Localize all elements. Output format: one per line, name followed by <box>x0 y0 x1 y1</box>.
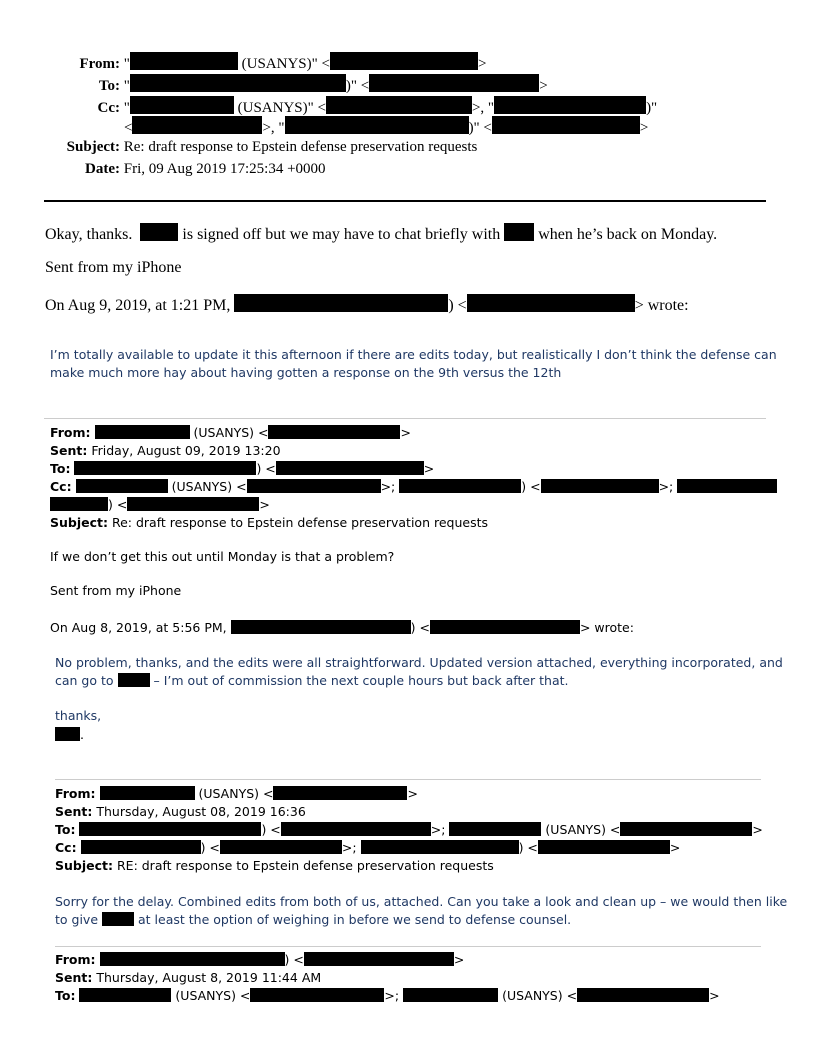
redaction <box>281 822 431 836</box>
redaction <box>79 822 261 836</box>
msg4-header <box>55 951 720 1005</box>
redaction <box>132 116 262 134</box>
redaction <box>127 497 259 511</box>
msg4-to-row: To: (USANYS) < >; (USANYS) < > <box>55 988 720 1003</box>
redaction <box>81 840 201 854</box>
header-from-row: From: " (USANYS)" < > <box>40 52 486 75</box>
redaction <box>273 786 407 800</box>
redaction <box>361 840 519 854</box>
redaction <box>268 425 400 439</box>
redaction <box>430 620 580 634</box>
redaction <box>449 822 541 836</box>
redaction <box>330 52 478 70</box>
redaction <box>130 96 234 114</box>
msg2-subject-row: Subject: Re: draft response to Epstein defense preservation requests <box>50 515 488 530</box>
msg3-sent-row: Sent: Thursday, August 08, 2019 16:36 <box>55 804 306 819</box>
redaction <box>304 952 454 966</box>
redaction <box>403 988 498 1002</box>
quote-2-thanks: thanks, <box>55 708 102 723</box>
quote-divider <box>44 418 766 419</box>
quote-divider-2 <box>55 779 761 780</box>
header-date-row <box>40 159 326 180</box>
date-value: Fri, 09 Aug 2019 17:25:34 +0000 <box>123 161 326 177</box>
msg3-to-row: To: ) < >; (USANYS) < > <box>55 822 763 837</box>
redaction <box>234 294 448 312</box>
msg2-sent-row: Sent: Friday, August 09, 2019 13:20 <box>50 443 281 458</box>
cc-org: (USANYS)" < <box>237 100 326 116</box>
msg2-to-row: To: ) < > <box>50 461 435 476</box>
quote-2: No problem, thanks, and the edits were all straightforward. Updated version attached, everything incorporated, and can go to – I’m out of commission the next couple hours but back after that. <box>55 655 783 688</box>
header-to-row: To: " )" < > <box>40 74 548 97</box>
msg4-sent-row: Sent: Thursday, August 8, 2019 11:44 AM <box>55 970 322 985</box>
redaction <box>220 840 342 854</box>
subject-value: Re: draft response to Epstein defense preservation requests <box>123 139 478 155</box>
reply-signature: Sent from my iPhone <box>45 259 182 276</box>
header-subject-row <box>40 137 477 158</box>
redaction <box>140 223 178 241</box>
redaction <box>118 673 150 687</box>
subject-label: Subject: <box>66 139 120 155</box>
msg2-on-wrote-line: On Aug 8, 2019, at 5:56 PM, ) < > wrote: <box>50 620 634 635</box>
msg3-body: Sorry for the delay. Combined edits from both of us, attached. Can you take a look and clean up – we would then like to give at least the option of weighing in before we send to defense counsel. <box>55 894 788 927</box>
from-label: From: <box>79 56 120 72</box>
quote-divider-3 <box>55 946 761 947</box>
redaction <box>100 786 195 800</box>
from-org: (USANYS)" < <box>241 56 330 72</box>
msg2-header <box>50 424 777 532</box>
redaction <box>369 74 539 92</box>
redaction <box>247 479 381 493</box>
msg2-from-row: From: (USANYS) < > <box>50 425 411 440</box>
quote-2-sign: . <box>55 727 84 742</box>
header-cc-row: Cc: " (USANYS)" < >, " )" <box>40 96 657 119</box>
redaction <box>231 620 411 634</box>
msg4-from-row: From: ) < > <box>55 952 465 967</box>
msg2-cc-row-2: ) < > <box>50 496 777 514</box>
redaction <box>399 479 521 493</box>
msg3-subject-row: Subject: RE: draft response to Epstein defense preservation requests <box>55 858 494 873</box>
redaction <box>620 822 752 836</box>
redaction <box>276 461 424 475</box>
msg3-header <box>55 785 763 875</box>
redaction <box>102 912 134 926</box>
redaction <box>504 223 534 241</box>
msg3-from-row: From: (USANYS) < > <box>55 786 418 801</box>
reply-line-1: Okay, thanks. is signed off but we may have to chat briefly with when he’s back on Monday. <box>45 223 717 244</box>
redaction <box>50 497 108 511</box>
redaction <box>100 952 285 966</box>
redaction <box>76 479 168 493</box>
cc-label: Cc: <box>97 100 120 116</box>
redaction <box>95 425 190 439</box>
quote-1: I’m totally available to update it this afternoon if there are edits today, but realistically I don’t think the defense can make much more hay about having gotten a response on the 9th versus the 12th <box>50 347 777 380</box>
redaction <box>677 479 777 493</box>
redaction <box>74 461 256 475</box>
reply-on-wrote-line: On Aug 9, 2019, at 1:21 PM, ) < > wrote: <box>45 294 689 315</box>
msg2-body: If we don’t get this out until Monday is that a problem? <box>50 549 395 564</box>
redaction <box>79 988 171 1002</box>
header-divider <box>44 200 766 202</box>
msg3-cc-row: Cc: ) < >; ) < > <box>55 840 681 855</box>
to-label: To: <box>98 78 120 94</box>
redaction <box>250 988 384 1002</box>
msg2-cc-row: Cc: (USANYS) < >; ) < >; <box>50 478 777 496</box>
redaction <box>577 988 709 1002</box>
redaction <box>285 116 469 134</box>
redaction <box>130 74 346 92</box>
redaction <box>326 96 472 114</box>
redaction <box>55 727 80 741</box>
header-cc-row-2: < >, " )" < > <box>124 116 648 139</box>
redaction <box>467 294 635 312</box>
date-label: Date: <box>85 161 120 177</box>
redaction <box>130 52 238 70</box>
redaction <box>492 116 640 134</box>
msg2-signature: Sent from my iPhone <box>50 583 182 598</box>
redaction <box>541 479 659 493</box>
redaction <box>494 96 646 114</box>
redaction <box>538 840 670 854</box>
